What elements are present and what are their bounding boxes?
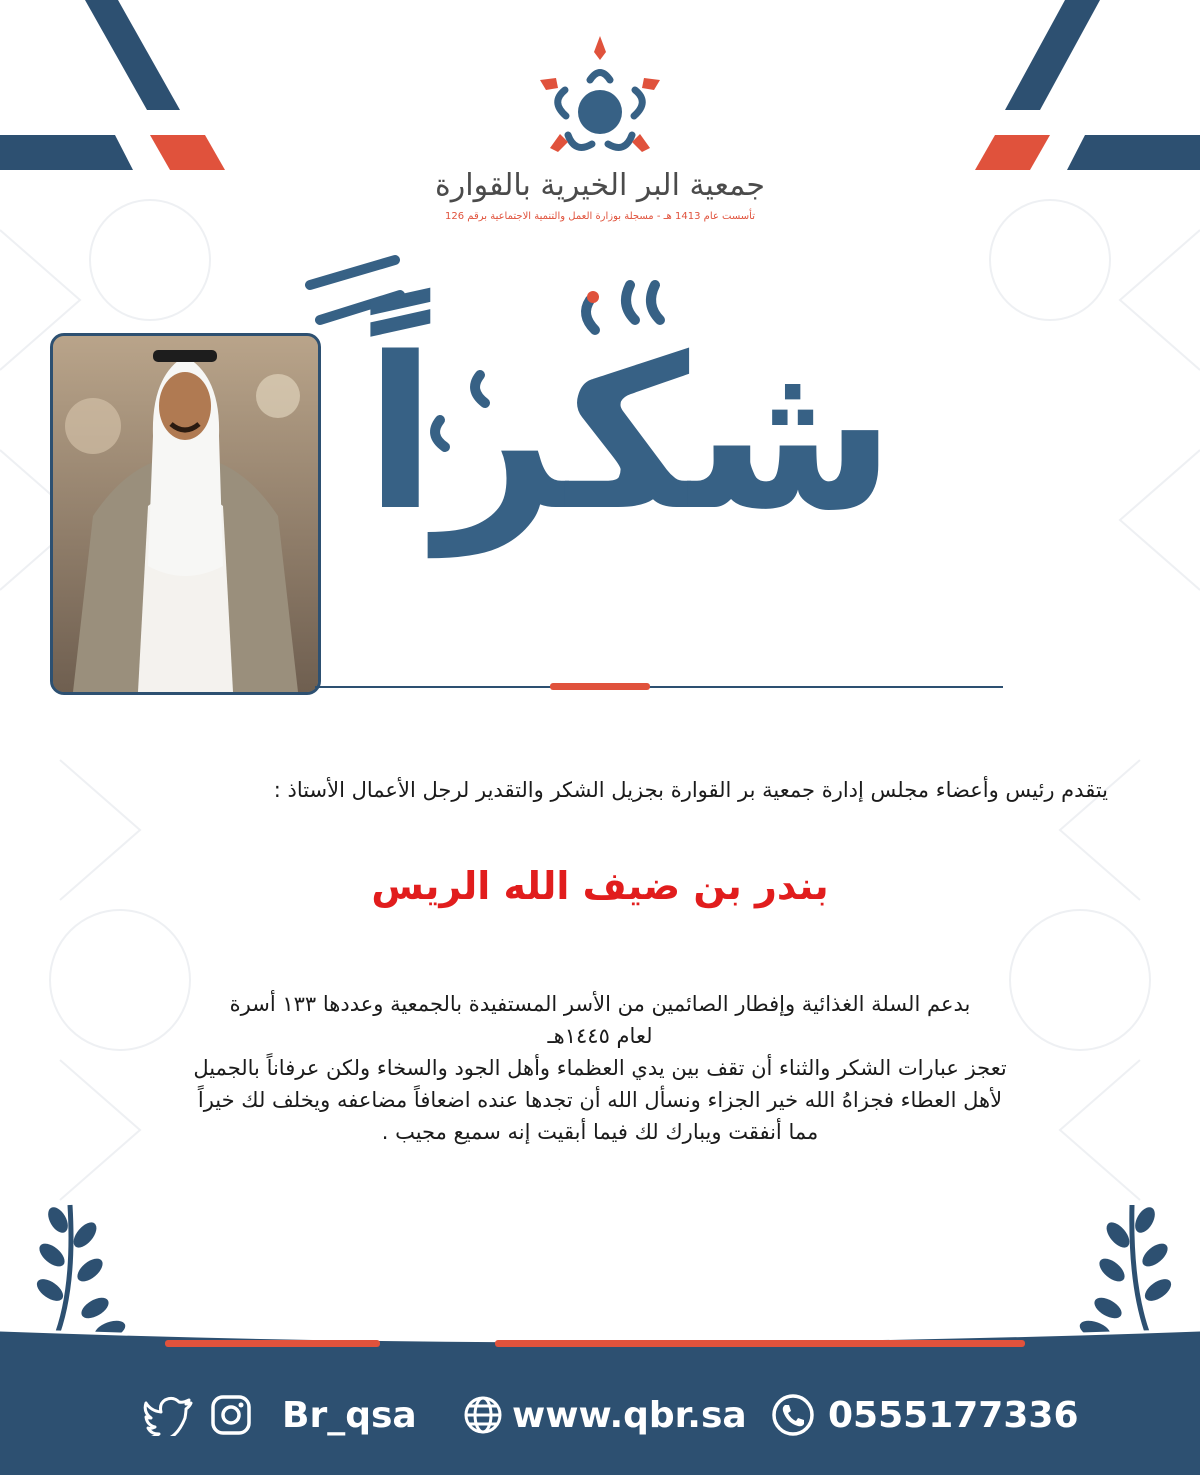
section-divider — [315, 686, 1003, 688]
honoree-photo — [50, 333, 321, 695]
instagram-link[interactable] — [210, 1385, 252, 1445]
divider-accent — [550, 683, 650, 690]
body-text — [100, 988, 1100, 1148]
instagram-icon — [210, 1394, 252, 1436]
globe-icon — [462, 1394, 504, 1436]
phone-text: 0555177336 — [828, 1394, 1079, 1436]
footer-contacts — [0, 1385, 1200, 1445]
website-link[interactable] — [462, 1385, 747, 1445]
social-handle-text: Br_qsa — [282, 1394, 417, 1436]
body-line: مما أنفقت ويبارك لك فيما أبقيت إنه سميع مجيب . — [381, 1120, 819, 1144]
organization-subtitle: تأسست عام 1413 هـ - مسجلة بوزارة العمل والتنمية الاجتماعية برقم 126 — [445, 211, 755, 222]
corner-decoration-right — [960, 0, 1200, 175]
corner-decoration-left — [0, 0, 240, 175]
twitter-link[interactable] — [143, 1385, 193, 1445]
headline-thanks: شكراً — [364, 312, 896, 557]
body-line: تعجز عبارات الشكر والثناء أن تقف بين يدي العظماء وأهل الجود والسخاء ولكن عرفاناً بالجميل — [193, 1056, 1007, 1080]
body-line: لعام ١٤٤٥هـ — [547, 1024, 653, 1048]
twitter-icon — [143, 1394, 193, 1436]
organization-logo — [520, 30, 680, 165]
body-line: لأهل العطاء فجزاهُ الله خير الجزاء ونسأل الله أن تجدها عنده اضعافاً مضاعفه ويخلف لك خيراً — [197, 1088, 1003, 1112]
social-handle[interactable] — [282, 1385, 417, 1445]
phone-link[interactable] — [770, 1385, 1079, 1445]
intro-text: يتقدم رئيس وأعضاء مجلس إدارة جمعية بر القوارة بجزيل الشكر والتقدير لرجل الأعمال الأستاذ : — [273, 778, 1108, 802]
phone-icon — [770, 1392, 816, 1438]
organization-name: جمعية البر الخيرية بالقوارة — [435, 168, 765, 203]
body-line: بدعم السلة الغذائية وإفطار الصائمين من الأسر المستفيدة بالجمعية وعددها ١٣٣ أسرة — [229, 992, 971, 1016]
website-text: www.qbr.sa — [512, 1394, 747, 1436]
honoree-name: بندر بن ضيف الله الريس — [371, 864, 829, 908]
